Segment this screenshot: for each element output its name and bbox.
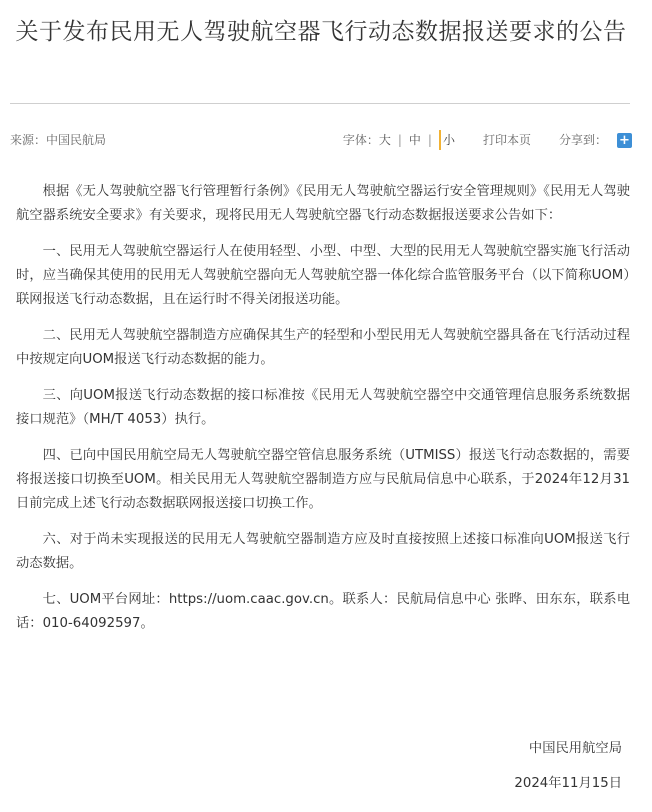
intro-paragraph: 根据《无人驾驶航空器飞行管理暂行条例》《民用无人驾驶航空器运行安全管理规则》《民用无人驾驶航空器系统安全要求》有关要求，现将民用无人驾驶航空器飞行动态数据报送要求公告如下： [16, 184, 630, 223]
share-plus-icon[interactable]: + [617, 133, 632, 148]
font-size-large-option[interactable]: 大 [378, 133, 391, 147]
clause-paragraph: 一、民用无人驾驶航空器运行人在使用轻型、小型、中型、大型的民用无人驾驶航空器实施飞行活动时，应当确保其使用的民用无人驾驶航空器向无人驾驶航空器一体化综合监管服务平台（以下简称UOM）联网报送飞行动态数据，且在运行时不得关闭报送功能。 [16, 244, 630, 307]
article-tools [343, 130, 632, 150]
article-source: 来源：中国民航局 [10, 133, 107, 147]
page-title: 关于发布民用无人驾驶航空器飞行动态数据报送要求的公告 [15, 19, 627, 45]
article-body [16, 180, 630, 648]
clause-paragraph: 六、对于尚未实现报送的民用无人驾驶航空器制造方应及时直接按照上述接口标准向UOM报送飞行动态数据。 [16, 532, 630, 571]
font-size-separator: | [427, 133, 432, 147]
share-label: 分享到： [558, 133, 607, 147]
clause-paragraph: 四、已向中国民用航空局无人驾驶航空器空管信息服务系统（UTMISS）报送飞行动态数据的，需要将报送接口切换至UOM。相关民用无人驾驶航空器制造方应与民航局信息中心联系，于2024年12月31日前完成上述飞行动态数据联网报送接口切换工作。 [16, 448, 630, 511]
signature-date: 2024年11月15日 [514, 776, 622, 791]
article-meta-bar [10, 130, 632, 150]
font-size-small-option[interactable]: 小 [439, 130, 455, 150]
font-size-separator: | [397, 133, 402, 147]
font-size-medium-option[interactable]: 中 [408, 133, 421, 147]
contact-paragraph: 七、UOM平台网址：https://uom.caac.gov.cn。联系人：民航局信息中心 张晔、田东东，联系电话：010-64092597。 [16, 592, 630, 631]
font-size-label: 字体： [342, 133, 379, 147]
title-divider [10, 103, 630, 104]
clause-paragraph: 三、向UOM报送飞行动态数据的接口标准按《民用无人驾驶航空器空中交通管理信息服务系统数据接口规范》（MH/T 4053）执行。 [16, 388, 630, 427]
print-page-link[interactable]: 打印本页 [482, 133, 531, 147]
signature-organization: 中国民用航空局 [528, 741, 622, 756]
clause-paragraph: 二、民用无人驾驶航空器制造方应确保其生产的轻型和小型民用无人驾驶航空器具备在飞行活动过程中按规定向UOM报送飞行动态数据的能力。 [16, 328, 630, 367]
